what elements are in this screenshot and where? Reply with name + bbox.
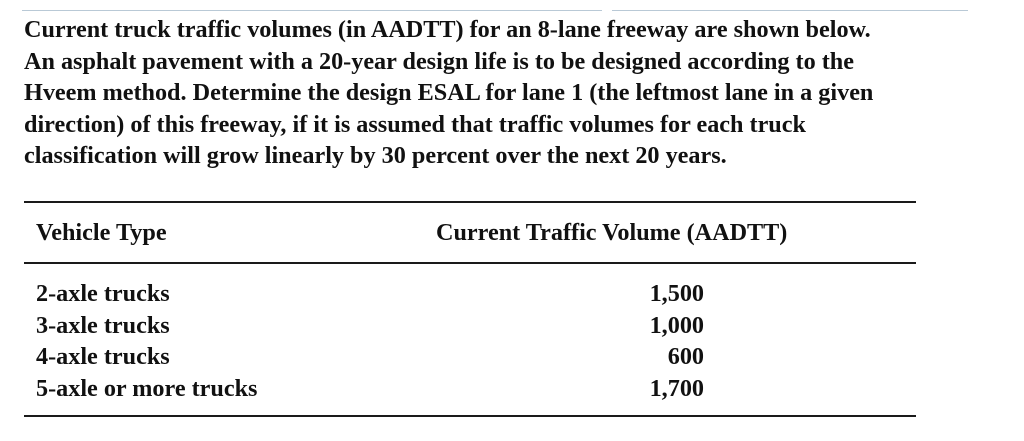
- problem-statement: Current truck traffic volumes (in AADTT) for an 8-lane freeway are shown below. An asphalt pavement with a 20-year design life is to be designed according to the Hveem method. Determine the design ESAL for lane 1 (the leftmost lane in a given direction) of this freeway, if it is assumed that traffic volumes for each truck classification will grow linearly by 30 percent over the next 20 years.: [24, 16, 874, 170]
- traffic-volume-cell: 1,700: [649, 374, 704, 402]
- table-row: [24, 373, 916, 405]
- top-divider-left: [22, 10, 602, 11]
- vehicle-type-cell: 5-axle or more trucks: [36, 374, 258, 402]
- top-divider-right: [612, 10, 968, 11]
- header-traffic-volume: Current Traffic Volume (AADTT): [436, 219, 788, 246]
- table-header-rule: [24, 262, 916, 264]
- vehicle-type-cell: 2-axle trucks: [36, 280, 170, 307]
- traffic-volume-cell: 600: [667, 343, 704, 371]
- table-row: [24, 341, 916, 373]
- traffic-volume-cell: 1,000: [649, 311, 704, 339]
- table-top-rule: [24, 201, 916, 203]
- vehicle-type-cell: 4-axle trucks: [36, 343, 170, 371]
- vehicle-type-cell: 3-axle trucks: [36, 311, 170, 339]
- table-row: [24, 278, 916, 310]
- table-row: [24, 310, 916, 342]
- header-vehicle-type: Vehicle Type: [36, 219, 167, 246]
- table-bottom-rule: [24, 415, 916, 417]
- traffic-volume-cell: 1,500: [649, 280, 704, 307]
